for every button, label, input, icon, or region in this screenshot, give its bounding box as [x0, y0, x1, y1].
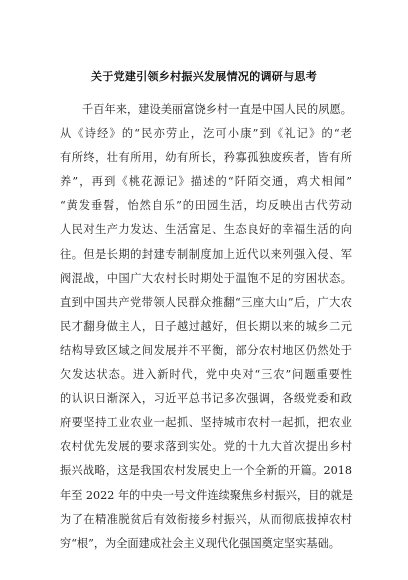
text-line: 阀混战，中国广大农村长时期处于温饱不足的穷困状态。	[60, 271, 352, 285]
text-line: 有所终，壮有所用，幼有所长，矜寡孤独废疾者，皆有所	[60, 151, 352, 165]
body-paragraph	[60, 98, 352, 556]
text-line: 往。但是长期的封建专制制度加上近代以来列强入侵、军	[60, 247, 352, 261]
text-line: 从《诗经》的“民亦劳止，汔可小康”到《礼记》的“老	[60, 127, 352, 141]
text-line: 为了在精准脱贫后有效衔接乡村振兴，从而彻底拔掉农村	[60, 512, 352, 526]
text-line: 千百年来，建设美丽富饶乡村一直是中国人民的夙愿。	[82, 103, 352, 116]
text-line: 直到中国共产党带领人民群众推翻“三座大山”后，广大农	[60, 295, 352, 309]
text-line: 欠发达状态。进入新时代，党中央对“三农”问题重要性	[60, 368, 352, 382]
text-line: 府要坚持工业农业一起抓、坚持城市农村一起抓，把农业	[60, 416, 352, 430]
text-line: 人民对生产力发达、生活富足、生态良好的幸福生活的向	[60, 223, 352, 237]
text-line: 振兴战略，这是我国农村发展史上一个全新的开篇。2018	[60, 464, 352, 478]
text-line: 穷“根”，为全面建成社会主义现代化强国奠定坚实基础。	[60, 536, 340, 550]
text-line: 结构导致区域之间发展并不平衡，部分农村地区仍然处于	[60, 343, 352, 357]
text-line: “黄发垂髫，怡然自乐”的田园生活，均反映出古代劳动	[60, 199, 352, 213]
text-line: 年至 2022 年的中央一号文件连续聚焦乡村振兴，目的就是	[60, 488, 353, 502]
document-title: 关于党建引领乡村振兴发展情况的调研与思考	[91, 70, 317, 83]
text-line: 养”，再到《桃花源记》描述的“阡陌交通，鸡犬相闻”	[60, 175, 352, 189]
text-line: 民才翻身做主人，日子越过越好，但长期以来的城乡二元	[60, 319, 352, 333]
text-line: 农村优先发展的要求落到实处。党的十九大首次提出乡村	[60, 440, 352, 454]
text-line: 的认识日渐深入，习近平总书记多次强调，各级党委和政	[60, 392, 352, 406]
